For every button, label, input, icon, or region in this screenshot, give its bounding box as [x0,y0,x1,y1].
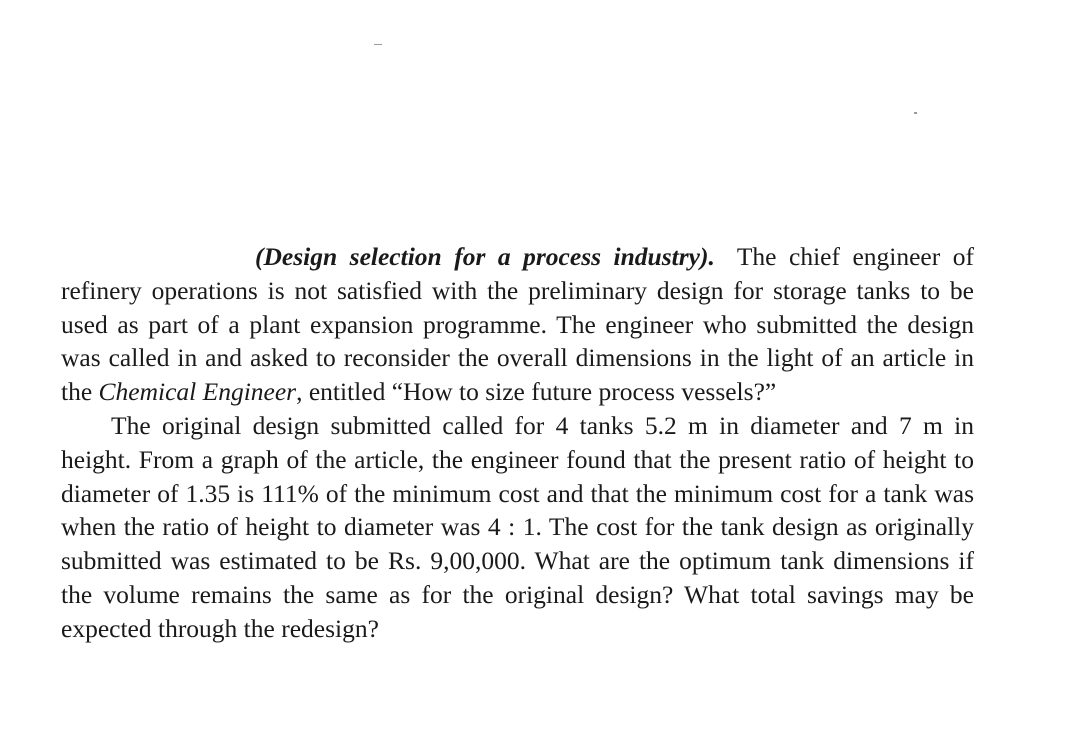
journal-name: Chemical Engineer [98,377,297,407]
paragraph-1-text-a: The chief engineer of refinery operations is not satisfied with the preliminary design for storage tanks to be used as part of a plant expansion programme. The engineer who submitted the design was called in and asked to reconsider the overall dimensions in the light of an article in the [61,242,974,407]
scan-speck [374,44,382,45]
paragraph-1-text-b: , entitled “How to size future process vessels?” [296,377,777,407]
problem-text [61,240,974,646]
scan-speck [914,112,917,114]
paragraph-1 [61,240,974,409]
problem-heading: (Design selection for a process industry). [255,242,715,271]
paragraph-2: The original design submitted called for 4 tanks 5.2 m in diameter and 7 m in height. From a graph of the article, the engineer found that the present ratio of height to diameter of 1.35 is 111% of the minimum cost and that the minimum cost for a tank was when the ratio of height to diameter was 4 : 1. The cost for the tank design as originally submitted was estimated to be Rs. 9,00,000. What are the optimum tank dimensions if the volume remains the same as for the original design? What total savings may be expected through the redesign? [61,410,974,643]
